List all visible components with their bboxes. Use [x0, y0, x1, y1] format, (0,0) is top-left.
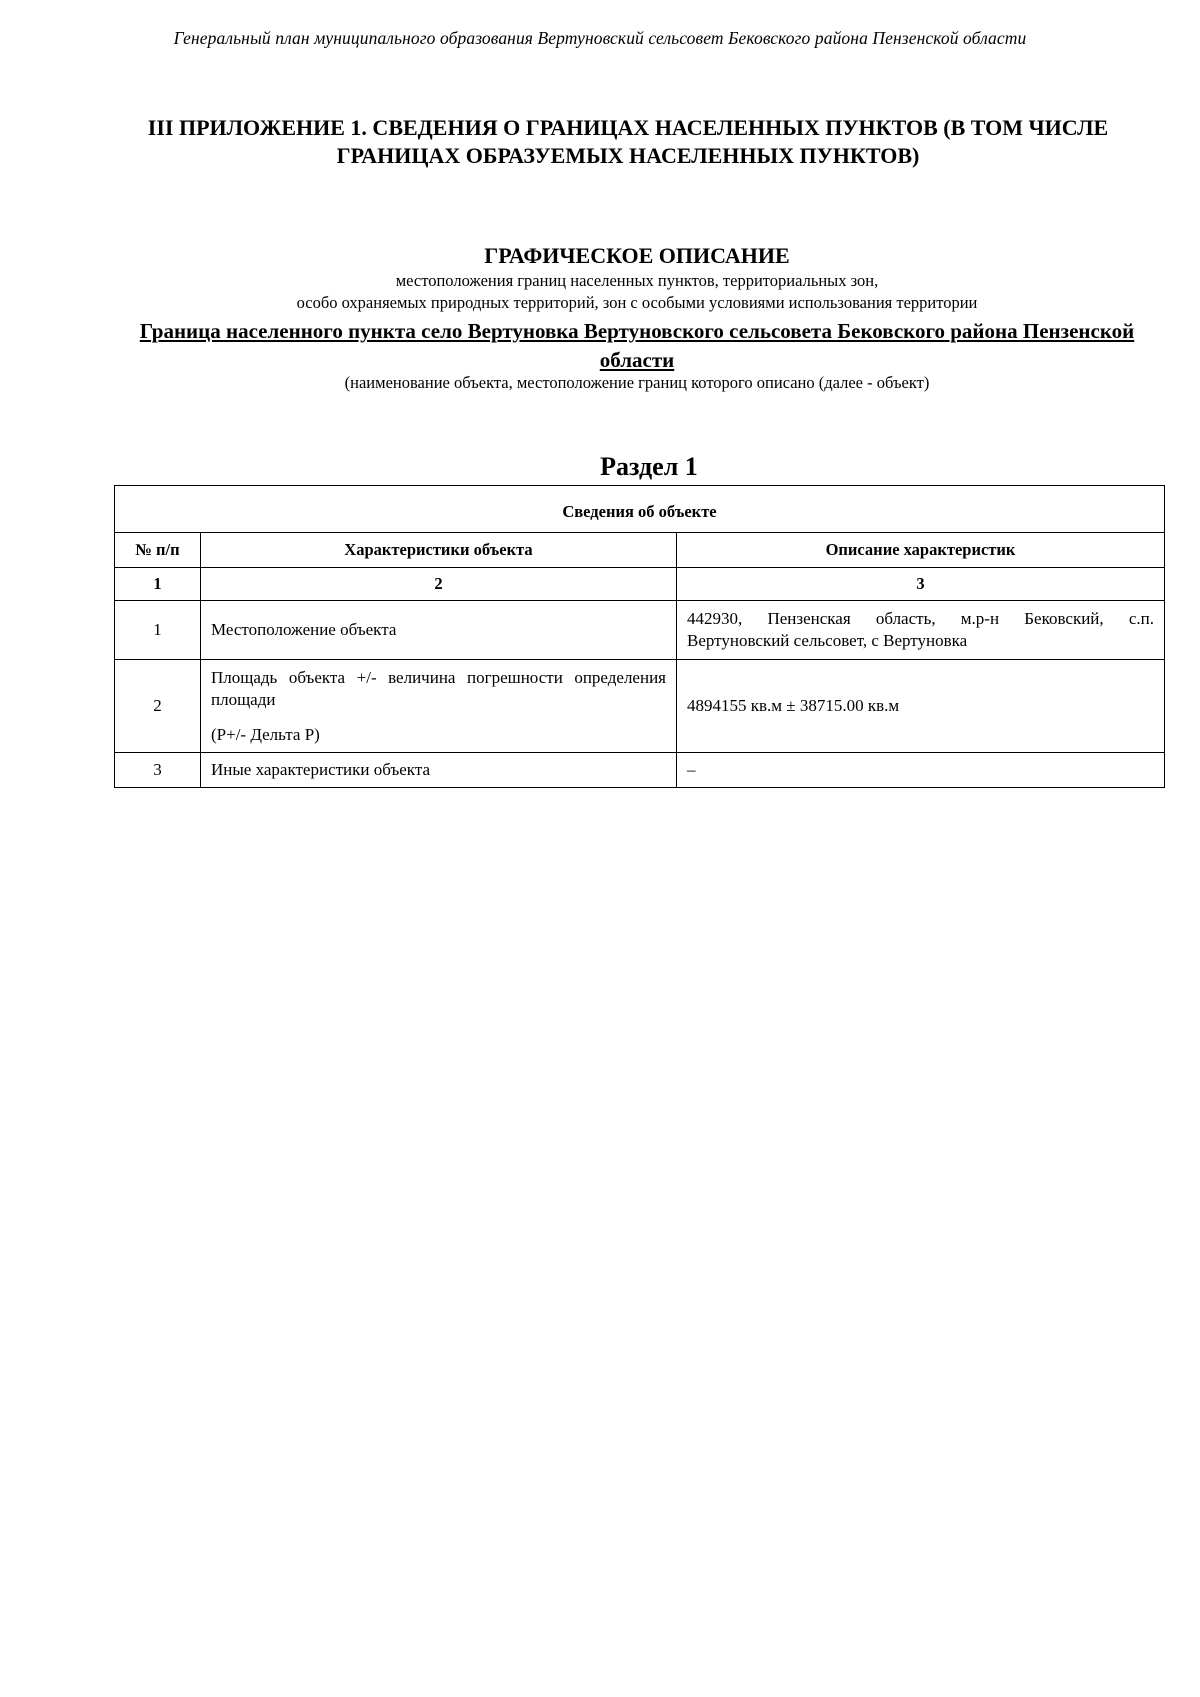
row-index: 2	[115, 660, 201, 753]
column-number-1: 1	[115, 568, 201, 601]
row-characteristic: Местоположение объекта	[201, 601, 677, 660]
running-header: Генеральный план муниципального образования Вертуновский сельсовет Бековского района Пензенской области	[173, 28, 1027, 48]
table-caption-row	[115, 486, 1165, 533]
heading-subtitle-line-2: особо охраняемых природных территорий, зон с особыми условиями использования территории	[296, 293, 978, 312]
table-caption: Сведения об объекте	[115, 486, 1165, 533]
section-title: Раздел 1	[600, 452, 698, 481]
row-description: 4894155 кв.м ± 38715.00 кв.м	[677, 660, 1165, 753]
row-index: 3	[115, 753, 201, 788]
column-number-2: 2	[201, 568, 677, 601]
object-note: (наименование объекта, местоположение границ которого описано (далее - объект)	[344, 373, 930, 392]
column-header-number: № п/п	[115, 533, 201, 568]
table-row	[115, 601, 1165, 660]
row-characteristic: Площадь объекта +/- величина погрешности определения площади	[211, 667, 666, 709]
table-row	[115, 753, 1165, 788]
table-row	[115, 660, 1165, 753]
appendix-title: III ПРИЛОЖЕНИЕ 1. СВЕДЕНИЯ О ГРАНИЦАХ НАСЕЛЕННЫХ ПУНКТОВ (В ТОМ ЧИСЛЕ ГРАНИЦАХ ОБРАЗУЕМЫХ НАСЕЛЕННЫХ ПУНКТОВ)	[147, 115, 1109, 168]
column-header-characteristic: Характеристики объекта	[201, 533, 677, 568]
row-characteristic-note: (Р+/- Дельта Р)	[211, 724, 320, 744]
column-number-3: 3	[677, 568, 1165, 601]
table-header-row	[115, 533, 1165, 568]
row-index: 1	[115, 601, 201, 660]
column-header-description: Описание характеристик	[677, 533, 1165, 568]
heading-subtitle-line-1: местоположения границ населенных пунктов, территориальных зон,	[395, 271, 879, 290]
row-characteristic: Иные характеристики объекта	[201, 753, 677, 788]
graphic-description-heading: ГРАФИЧЕСКОЕ ОПИСАНИЕ	[484, 243, 790, 268]
row-description: 442930, Пензенская область, м.р-н Бековский, с.п. Вертуновский сельсовет, с Вертуновка	[677, 601, 1165, 660]
object-info-table	[114, 485, 1165, 788]
object-name: Граница населенного пункта село Вертуновка Вертуновского сельсовета Бековского района Пензенской области	[139, 319, 1135, 372]
table-column-numbers-row	[115, 568, 1165, 601]
row-characteristic-cell	[201, 660, 677, 753]
row-description: –	[677, 753, 1165, 788]
